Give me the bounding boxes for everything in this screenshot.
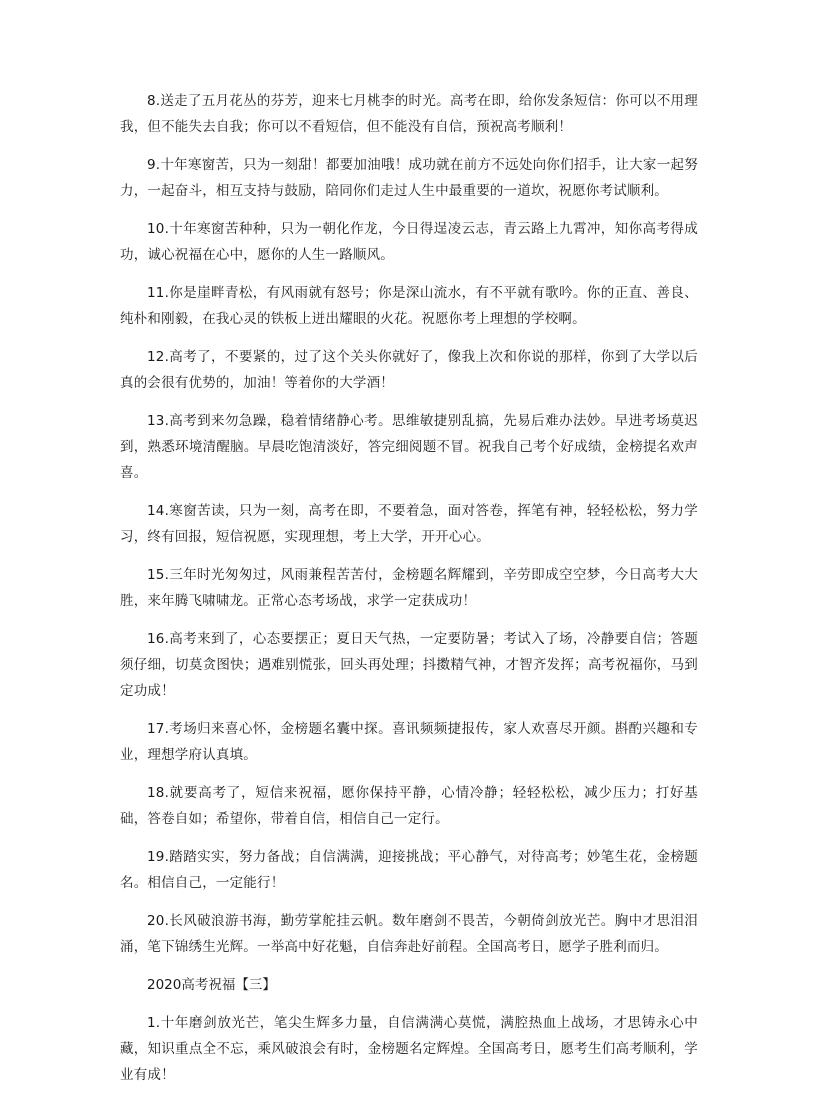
paragraph-16: 16.高考来到了，心态要摆正；夏日天气热，一定要防暑；考试入了场，冷静要自信；答题须仔细，切莫贪图快；遇难别慌张，回头再处理；抖擞精气神，才智齐发挥；高考祝福你，马到定功成！ bbox=[120, 631, 698, 699]
paragraph-14: 14.寒窗苦读，只为一刻，高考在即，不要着急，面对答卷，挥笔有神，轻轻松松，努力学习，终有回报，短信祝愿，实现理想，考上大学，开开心心。 bbox=[120, 503, 698, 545]
paragraph-18: 18.就要高考了，短信来祝福，愿你保持平静，心情冷静；轻轻松松，减少压力；打好基础，答卷自如；希望你，带着自信，相信自己一定行。 bbox=[120, 785, 698, 827]
section-heading: 2020高考祝福【三】 bbox=[147, 977, 276, 993]
paragraph-8: 8.送走了五月花丛的芬芳，迎来七月桃李的时光。高考在即，给你发条短信：你可以不用理我，但不能失去自我；你可以不看短信，但不能没有自信，预祝高考顺利！ bbox=[120, 93, 698, 135]
paragraph-10: 10.十年寒窗苦种种，只为一朝化作龙，今日得逞凌云志，青云路上九霄冲，知你高考得成功，诚心祝福在心中，愿你的人生一路顺风。 bbox=[120, 221, 698, 263]
paragraph-11: 11.你是崖畔青松，有风雨就有怒号；你是深山流水，有不平就有歌吟。你的正直、善良、纯朴和刚毅，在我心灵的铁板上迸出耀眼的火花。祝愿你考上理想的学校啊。 bbox=[120, 285, 698, 327]
paragraph-17: 17.考场归来喜心怀，金榜题名囊中探。喜讯频频捷报传，家人欢喜尽开颜。斟酌兴趣和专业，理想学府认真填。 bbox=[120, 721, 698, 763]
paragraph-13: 13.高考到来勿急躁，稳着情绪静心考。思维敏捷别乱搞，先易后难办法妙。早进考场莫迟到，熟悉环境清醒脑。早晨吃饱清淡好，答完细阅题不冒。祝我自己考个好成绩，金榜提名欢声喜。 bbox=[120, 413, 698, 481]
paragraph-20: 20.长风破浪游书海，勤劳掌舵挂云帆。数年磨剑不畏苦，今朝倚剑放光芒。胸中才思泪泪涌，笔下锦绣生光辉。一举高中好花魁，自信奔赴好前程。全国高考日，愿学子胜利而归。 bbox=[120, 913, 698, 955]
paragraph-19: 19.踏踏实实，努力备战；自信满满，迎接挑战；平心静气，对待高考；妙笔生花，金榜题名。相信自己，一定能行！ bbox=[120, 849, 698, 891]
paragraph-15: 15.三年时光匆匆过，风雨兼程苦苦付，金榜题名辉耀到，辛劳即成空空梦，今日高考大大胜，来年腾飞啸啸龙。正常心态考场战，求学一定获成功！ bbox=[120, 567, 698, 609]
paragraph-12: 12.高考了，不要紧的，过了这个关头你就好了，像我上次和你说的那样，你到了大学以后真的会很有优势的，加油！等着你的大学酒！ bbox=[120, 349, 698, 391]
section-paragraph-1: 1.十年磨剑放光芒，笔尖生辉多力量，自信满满心莫慌，满腔热血上战场，才思铸永心中藏，知识重点全不忘，乘风破浪会有时，金榜题名定辉煌。全国高考日，愿考生们高考顺利，学业有成！ bbox=[120, 1015, 698, 1083]
paragraph-9: 9.十年寒窗苦，只为一刻甜！都要加油哦！成功就在前方不远处向你们招手，让大家一起努力，一起奋斗，相互支持与鼓励，陪同你们走过人生中最重要的一道坎，祝愿你考试顺利。 bbox=[120, 157, 698, 199]
document-body bbox=[120, 88, 698, 1100]
